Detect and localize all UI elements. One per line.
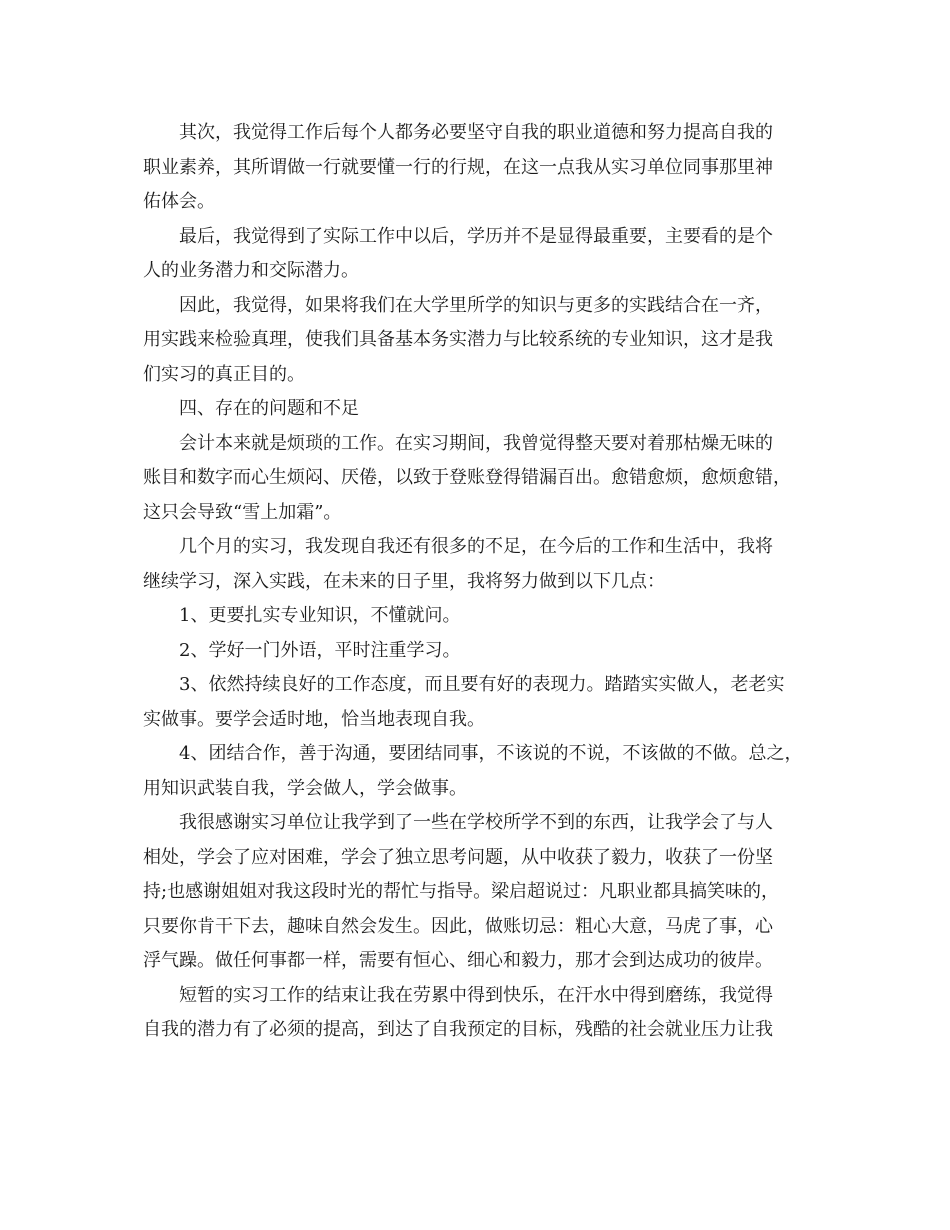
text-line: 账目和数字而心生烦闷、厌倦，以致于登账登得错漏百出。愈错愈烦，愈烦愈错， — [143, 467, 791, 488]
text-line: 我很感谢实习单位让我学到了一些在学校所学不到的东西，让我学会了与人 — [179, 812, 773, 833]
section-heading: 四、存在的问题和不足 — [179, 398, 359, 419]
text-line: 佑体会。 — [143, 191, 215, 212]
text-line: 浮气躁。做任何事都一样，需要有恒心、细心和毅力，那才会到达成功的彼岸。 — [143, 950, 773, 971]
text-line: 自我的潜力有了必须的提高，到达了自我预定的目标，残酷的社会就业压力让我 — [143, 1019, 773, 1040]
list-item: 3、依然持续良好的工作态度，而且要有好的表现力。踏踏实实做人，老老实 — [179, 674, 785, 695]
text-line: 只要你肯干下去，趣味自然会发生。因此，做账切忌：粗心大意，马虎了事，心 — [143, 915, 773, 937]
text-line: 其次，我觉得工作后每个人都务必要坚守自我的职业道德和努力提高自我的 — [179, 122, 773, 143]
document-body — [143, 116, 843, 1048]
text-line: 用实践来检验真理，使我们具备基本务实潜力与比较系统的专业知识，这才是我 — [143, 329, 773, 350]
text-line: 最后，我觉得到了实际工作中以后，学历并不是显得最重要，主要看的是个 — [179, 225, 773, 247]
text-line: 职业素养，其所谓做一行就要懂一行的行规，在这一点我从实习单位同事那里神 — [143, 156, 773, 178]
text-line: 相处，学会了应对困难，学会了独立思考问题，从中收获了毅力，收获了一份坚 — [143, 846, 773, 868]
text-line: 几个月的实习，我发现自我还有很多的不足，在今后的工作和生活中，我将 — [179, 536, 773, 557]
text-line: 继续学习，深入实践，在未来的日子里，我将努力做到以下几点： — [143, 570, 665, 592]
text-line: 持;也感谢姐姐对我这段时光的帮忙与指导。梁启超说过：凡职业都具搞笑味的， — [143, 881, 780, 902]
list-item: 2、学好一门外语，平时注重学习。 — [179, 639, 461, 661]
text-line: 用知识武装自我，学会做人，学会做事。 — [143, 777, 467, 799]
list-item: 1、更要扎实专业知识，不懂就问。 — [179, 605, 461, 626]
text-line: 人的业务潜力和交际潜力。 — [143, 260, 359, 281]
text-line: 短暂的实习工作的结束让我在劳累中得到快乐，在汗水中得到磨练，我觉得 — [179, 984, 773, 1006]
text-line: 们实习的真正目的。 — [143, 363, 305, 385]
list-item: 4、团结合作，善于沟通，要团结同事，不该说的不说，不该做的不做。总之， — [179, 743, 803, 764]
text-line: 这只会导致“雪上加霜”。 — [143, 501, 342, 523]
text-line: 会计本来就是烦琐的工作。在实习期间，我曾觉得整天要对着那枯燥无味的 — [179, 432, 773, 454]
text-line: 因此，我觉得，如果将我们在大学里所学的知识与更多的实践结合在一齐， — [179, 294, 773, 316]
text-line: 实做事。要学会适时地，恰当地表现自我。 — [143, 708, 485, 730]
